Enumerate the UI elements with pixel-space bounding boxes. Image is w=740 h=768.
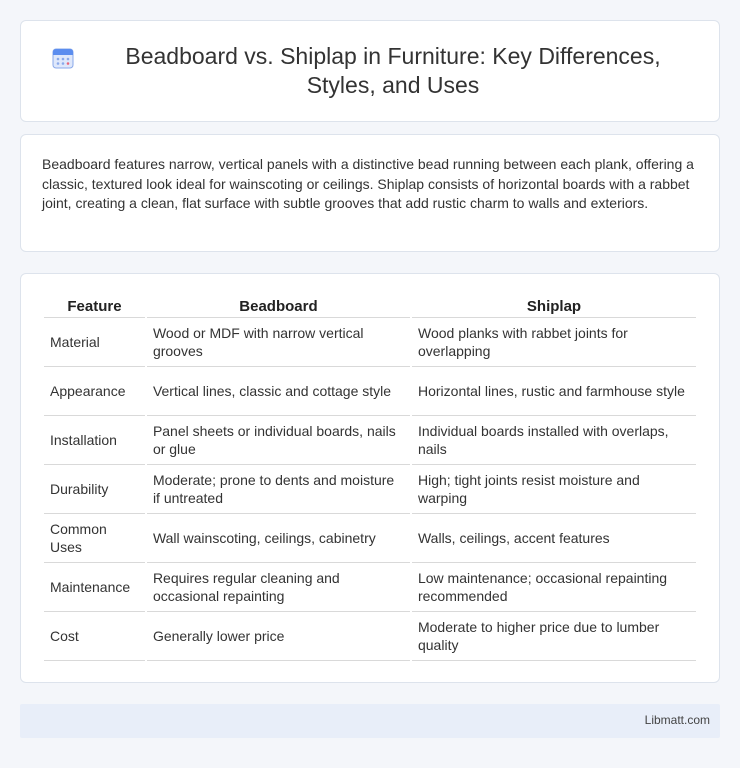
header-beadboard: Beadboard xyxy=(147,295,410,318)
intro-paragraph: Beadboard features narrow, vertical panels with a distinctive bead running between each plank, offering a classic, textured look ideal for wainscoting or ceilings. Shiplap consists of horizontal boards with a rabbet joint, creating a clean, flat surface with subtle grooves that add rustic charm to walls and exteriors. xyxy=(42,156,694,211)
shiplap-cell: Walls, ceilings, accent features xyxy=(412,514,696,563)
header-shiplap: Shiplap xyxy=(412,295,696,318)
beadboard-cell: Generally lower price xyxy=(147,612,410,661)
beadboard-cell: Moderate; prone to dents and moisture if untreated xyxy=(147,465,410,514)
table-row xyxy=(44,367,696,416)
comparison-table xyxy=(42,295,698,661)
footer-bar xyxy=(20,704,720,738)
header-feature: Feature xyxy=(44,295,145,318)
intro-card xyxy=(20,134,720,252)
beadboard-cell: Wood or MDF with narrow vertical grooves xyxy=(147,318,410,367)
shiplap-cell: Individual boards installed with overlaps, nails xyxy=(412,416,696,465)
beadboard-cell: Vertical lines, classic and cottage style xyxy=(147,367,410,416)
beadboard-cell: Wall wainscoting, ceilings, cabinetry xyxy=(147,514,410,563)
footer-brand-link[interactable]: Libmatt.com xyxy=(644,713,710,727)
feature-cell: Maintenance xyxy=(44,563,145,612)
shiplap-cell: Wood planks with rabbet joints for overlapping xyxy=(412,318,696,367)
title-row xyxy=(21,21,719,121)
shiplap-cell: Low maintenance; occasional repainting recommended xyxy=(412,563,696,612)
feature-cell: Material xyxy=(44,318,145,367)
shiplap-cell: Horizontal lines, rustic and farmhouse style xyxy=(412,367,696,416)
table-row xyxy=(44,318,696,367)
calendar-icon xyxy=(51,46,75,70)
table-row xyxy=(44,465,696,514)
beadboard-cell: Requires regular cleaning and occasional repainting xyxy=(147,563,410,612)
shiplap-cell: Moderate to higher price due to lumber quality xyxy=(412,612,696,661)
comparison-card xyxy=(20,273,720,683)
table-row xyxy=(44,416,696,465)
header-card xyxy=(20,20,720,122)
feature-cell: Common Uses xyxy=(44,514,145,563)
shiplap-cell: High; tight joints resist moisture and warping xyxy=(412,465,696,514)
feature-cell: Cost xyxy=(44,612,145,661)
feature-cell: Installation xyxy=(44,416,145,465)
table-row xyxy=(44,612,696,661)
page-title: Beadboard vs. Shiplap in Furniture: Key Differences, Styles, and Uses xyxy=(125,43,661,98)
feature-cell: Durability xyxy=(44,465,145,514)
table-row xyxy=(44,514,696,563)
feature-cell: Appearance xyxy=(44,367,145,416)
table-header-row xyxy=(44,295,696,318)
beadboard-cell: Panel sheets or individual boards, nails or glue xyxy=(147,416,410,465)
table-row xyxy=(44,563,696,612)
